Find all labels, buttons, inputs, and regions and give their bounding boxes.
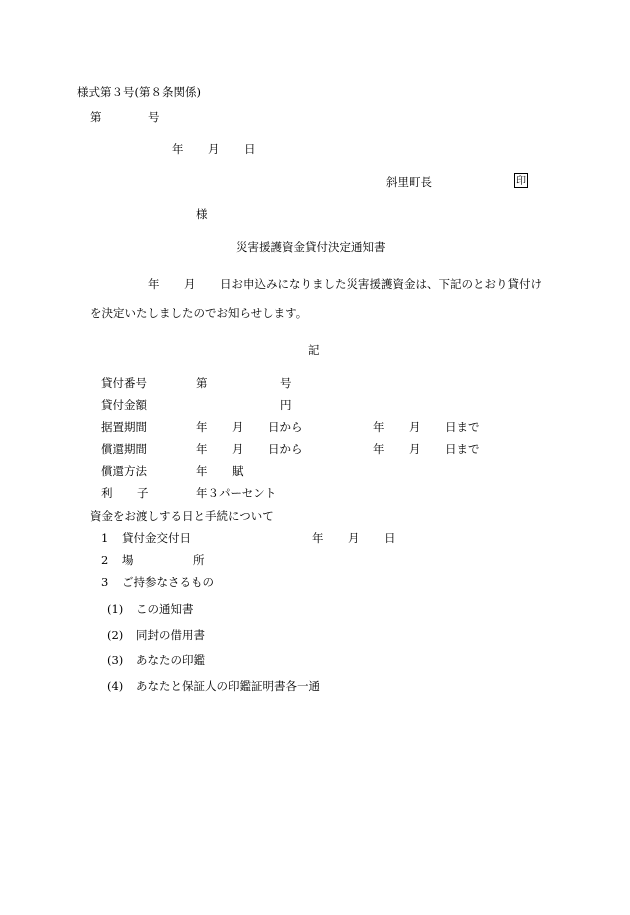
loan-amount-unit: 円: [280, 398, 292, 412]
body-line-2: を決定いたしましたのでお知らせします。: [90, 306, 308, 320]
date-month: 月: [208, 142, 220, 156]
deferment-y2: 年: [373, 420, 385, 434]
repayment-period-label: 償還期間: [101, 442, 147, 456]
date-day: 日: [244, 142, 256, 156]
repayment-period-y1: 年: [196, 442, 208, 456]
repayment-period-y2: 年: [373, 442, 385, 456]
repayment-method-label: 償還方法: [101, 464, 147, 478]
sub-item-3-number: (3): [107, 653, 124, 667]
sub-item-4-text: あなたと保証人の印鑑証明書各一通: [136, 679, 320, 693]
repayment-method-installment: 賦: [232, 464, 244, 478]
sub-item-4-number: (4): [107, 679, 124, 693]
loan-number-suffix: 号: [280, 376, 292, 390]
repayment-period-m2: 月: [409, 442, 421, 456]
handover-item-1-day: 日: [384, 531, 396, 545]
interest-label-1: 利: [101, 486, 113, 500]
loan-number-prefix: 第: [196, 376, 208, 390]
handover-item-2-label-2: 所: [193, 553, 205, 567]
deferment-label: 据置期間: [101, 420, 147, 434]
handover-item-1-year: 年: [312, 531, 324, 545]
number-prefix: 第: [90, 110, 102, 124]
repayment-period-m1: 月: [232, 442, 244, 456]
addressee-suffix: 様: [196, 207, 208, 221]
seal-mark: 印: [514, 173, 528, 188]
interest-value: 年３パーセント: [196, 486, 277, 500]
loan-number-label: 貸付番号: [101, 376, 147, 390]
loan-amount-label: 貸付金額: [101, 398, 147, 412]
sub-item-1-text: この通知書: [136, 602, 194, 616]
sub-item-1-number: (1): [107, 602, 124, 616]
document-title: 災害援護資金貸付決定通知書: [236, 240, 386, 254]
deferment-d2: 日まで: [445, 420, 480, 434]
handover-item-2-label-1: 場: [122, 553, 134, 567]
deferment-y1: 年: [196, 420, 208, 434]
handover-item-3-label: ご持参なさるもの: [122, 575, 214, 589]
interest-label-2: 子: [137, 486, 149, 500]
sub-item-2-text: 同封の借用書: [136, 628, 205, 642]
deferment-m2: 月: [409, 420, 421, 434]
sub-item-2-number: (2): [107, 628, 124, 642]
handover-item-1-label: 貸付金交付日: [122, 531, 191, 545]
deferment-m1: 月: [232, 420, 244, 434]
handover-item-2-number: 2: [101, 553, 109, 567]
body-line-1: 日お申込みになりました災害援護資金は、下記のとおり貸付け: [220, 277, 542, 291]
body-month: 月: [184, 277, 196, 291]
ki-heading: 記: [308, 343, 320, 357]
handover-item-3-number: 3: [101, 575, 109, 589]
repayment-method-year: 年: [196, 464, 208, 478]
repayment-period-d1: 日から: [268, 442, 303, 456]
handover-item-1-number: 1: [101, 531, 109, 545]
sub-item-3-text: あなたの印鑑: [136, 653, 205, 667]
body-year: 年: [148, 277, 160, 291]
handover-item-1-month: 月: [348, 531, 360, 545]
number-suffix: 号: [148, 110, 160, 124]
handover-heading: 資金をお渡しする日と手続について: [90, 509, 274, 523]
issuer-title: 斜里町長: [386, 175, 432, 189]
date-year: 年: [172, 142, 184, 156]
repayment-period-d2: 日まで: [445, 442, 480, 456]
deferment-d1: 日から: [268, 420, 303, 434]
form-id: 様式第３号(第８条関係): [77, 85, 201, 99]
